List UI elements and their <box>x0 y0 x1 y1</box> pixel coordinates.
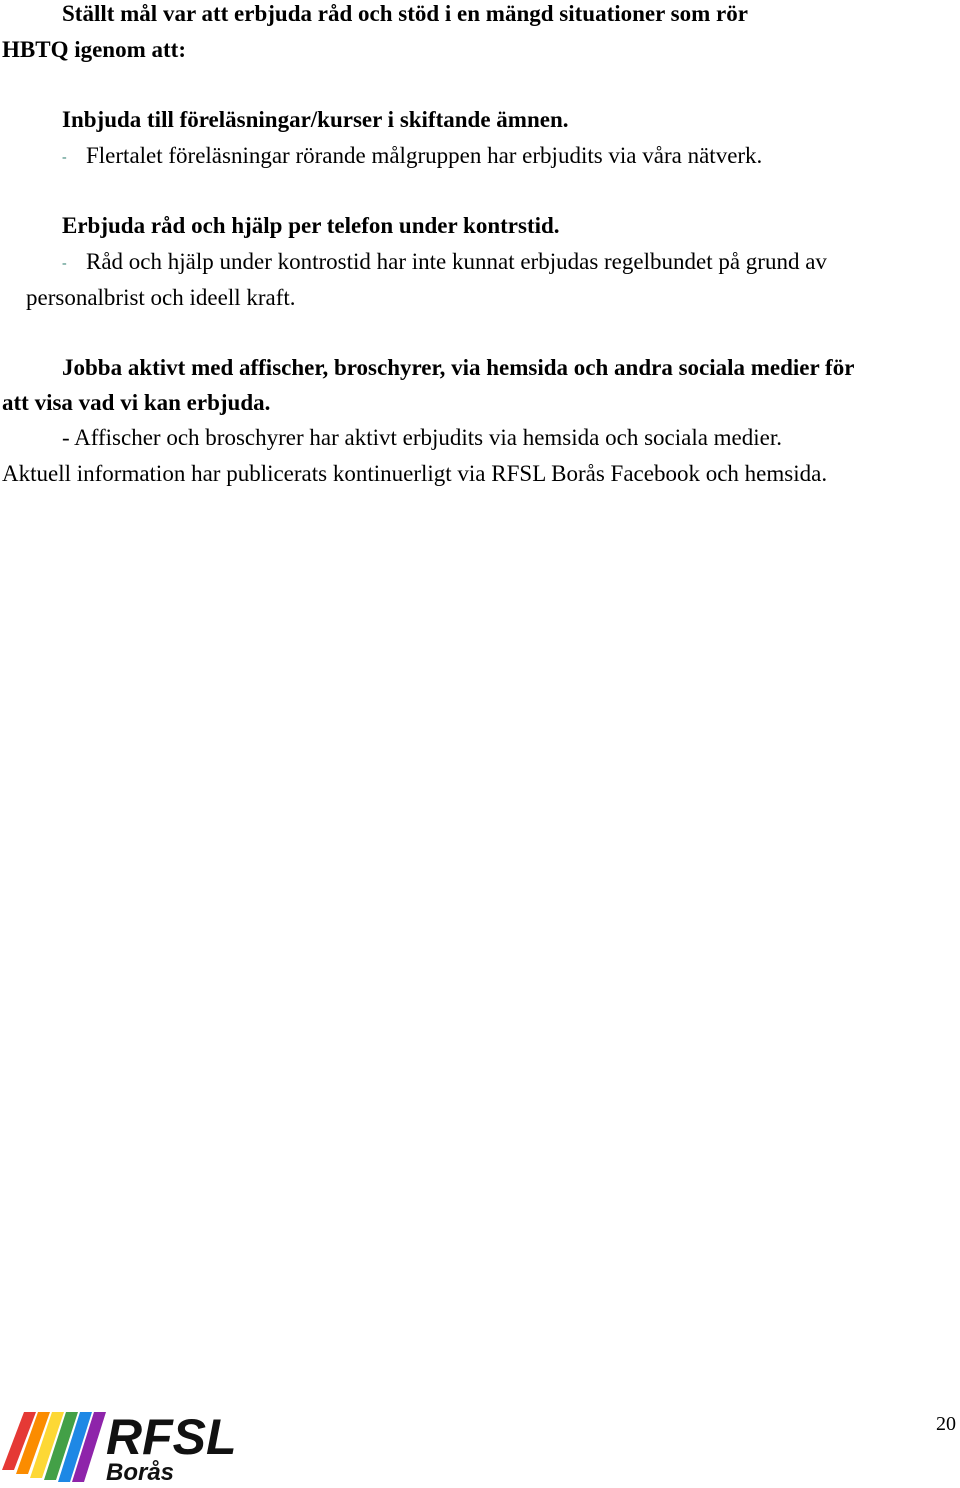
bullet-phone-support <box>62 248 827 278</box>
intro-line-1: Ställt mål var att erbjuda råd och stöd i en mängd situationer som rör <box>62 1 748 26</box>
bullet-dash: - <box>62 150 67 165</box>
section-heading-media-line-2: att visa vad vi kan erbjuda. <box>2 390 271 415</box>
bullet-lectures-text: Flertalet föreläsningar rörande målgruppen har erbjudits via våra nätverk. <box>86 143 763 168</box>
media-body-line-2: Aktuell information har publicerats kontinuerligt via RFSL Borås Facebook och hemsida. <box>2 461 828 486</box>
section-heading-phone-support: Erbjuda råd och hjälp per telefon under kontrstid. <box>62 213 560 238</box>
rfsl-boras-logo <box>0 1404 310 1486</box>
section-heading-lectures: Inbjuda till föreläsningar/kurser i skiftande ämnen. <box>62 107 569 132</box>
bullet-phone-support-continuation: personalbrist och ideell kraft. <box>26 285 296 310</box>
intro-line-2: HBTQ igenom att: <box>2 37 186 62</box>
logo-text: RFSL <box>106 1409 237 1465</box>
section-heading-media-line-1: Jobba aktivt med affischer, broschyrer, via hemsida och andra sociala medier för <box>62 355 855 380</box>
media-body-line-1: - Affischer och broschyrer har aktivt erbjudits via hemsida och sociala medier. <box>62 425 783 450</box>
logo-subtext: Borås <box>106 1459 175 1486</box>
rainbow-stripes <box>2 1412 106 1482</box>
bullet-lectures <box>62 142 762 172</box>
page-number: 20 <box>936 1413 956 1435</box>
bullet-dash: - <box>62 256 67 271</box>
bullet-phone-support-text: Råd och hjälp under kontrostid har inte kunnat erbjudas regelbundet på grund av <box>86 249 827 274</box>
